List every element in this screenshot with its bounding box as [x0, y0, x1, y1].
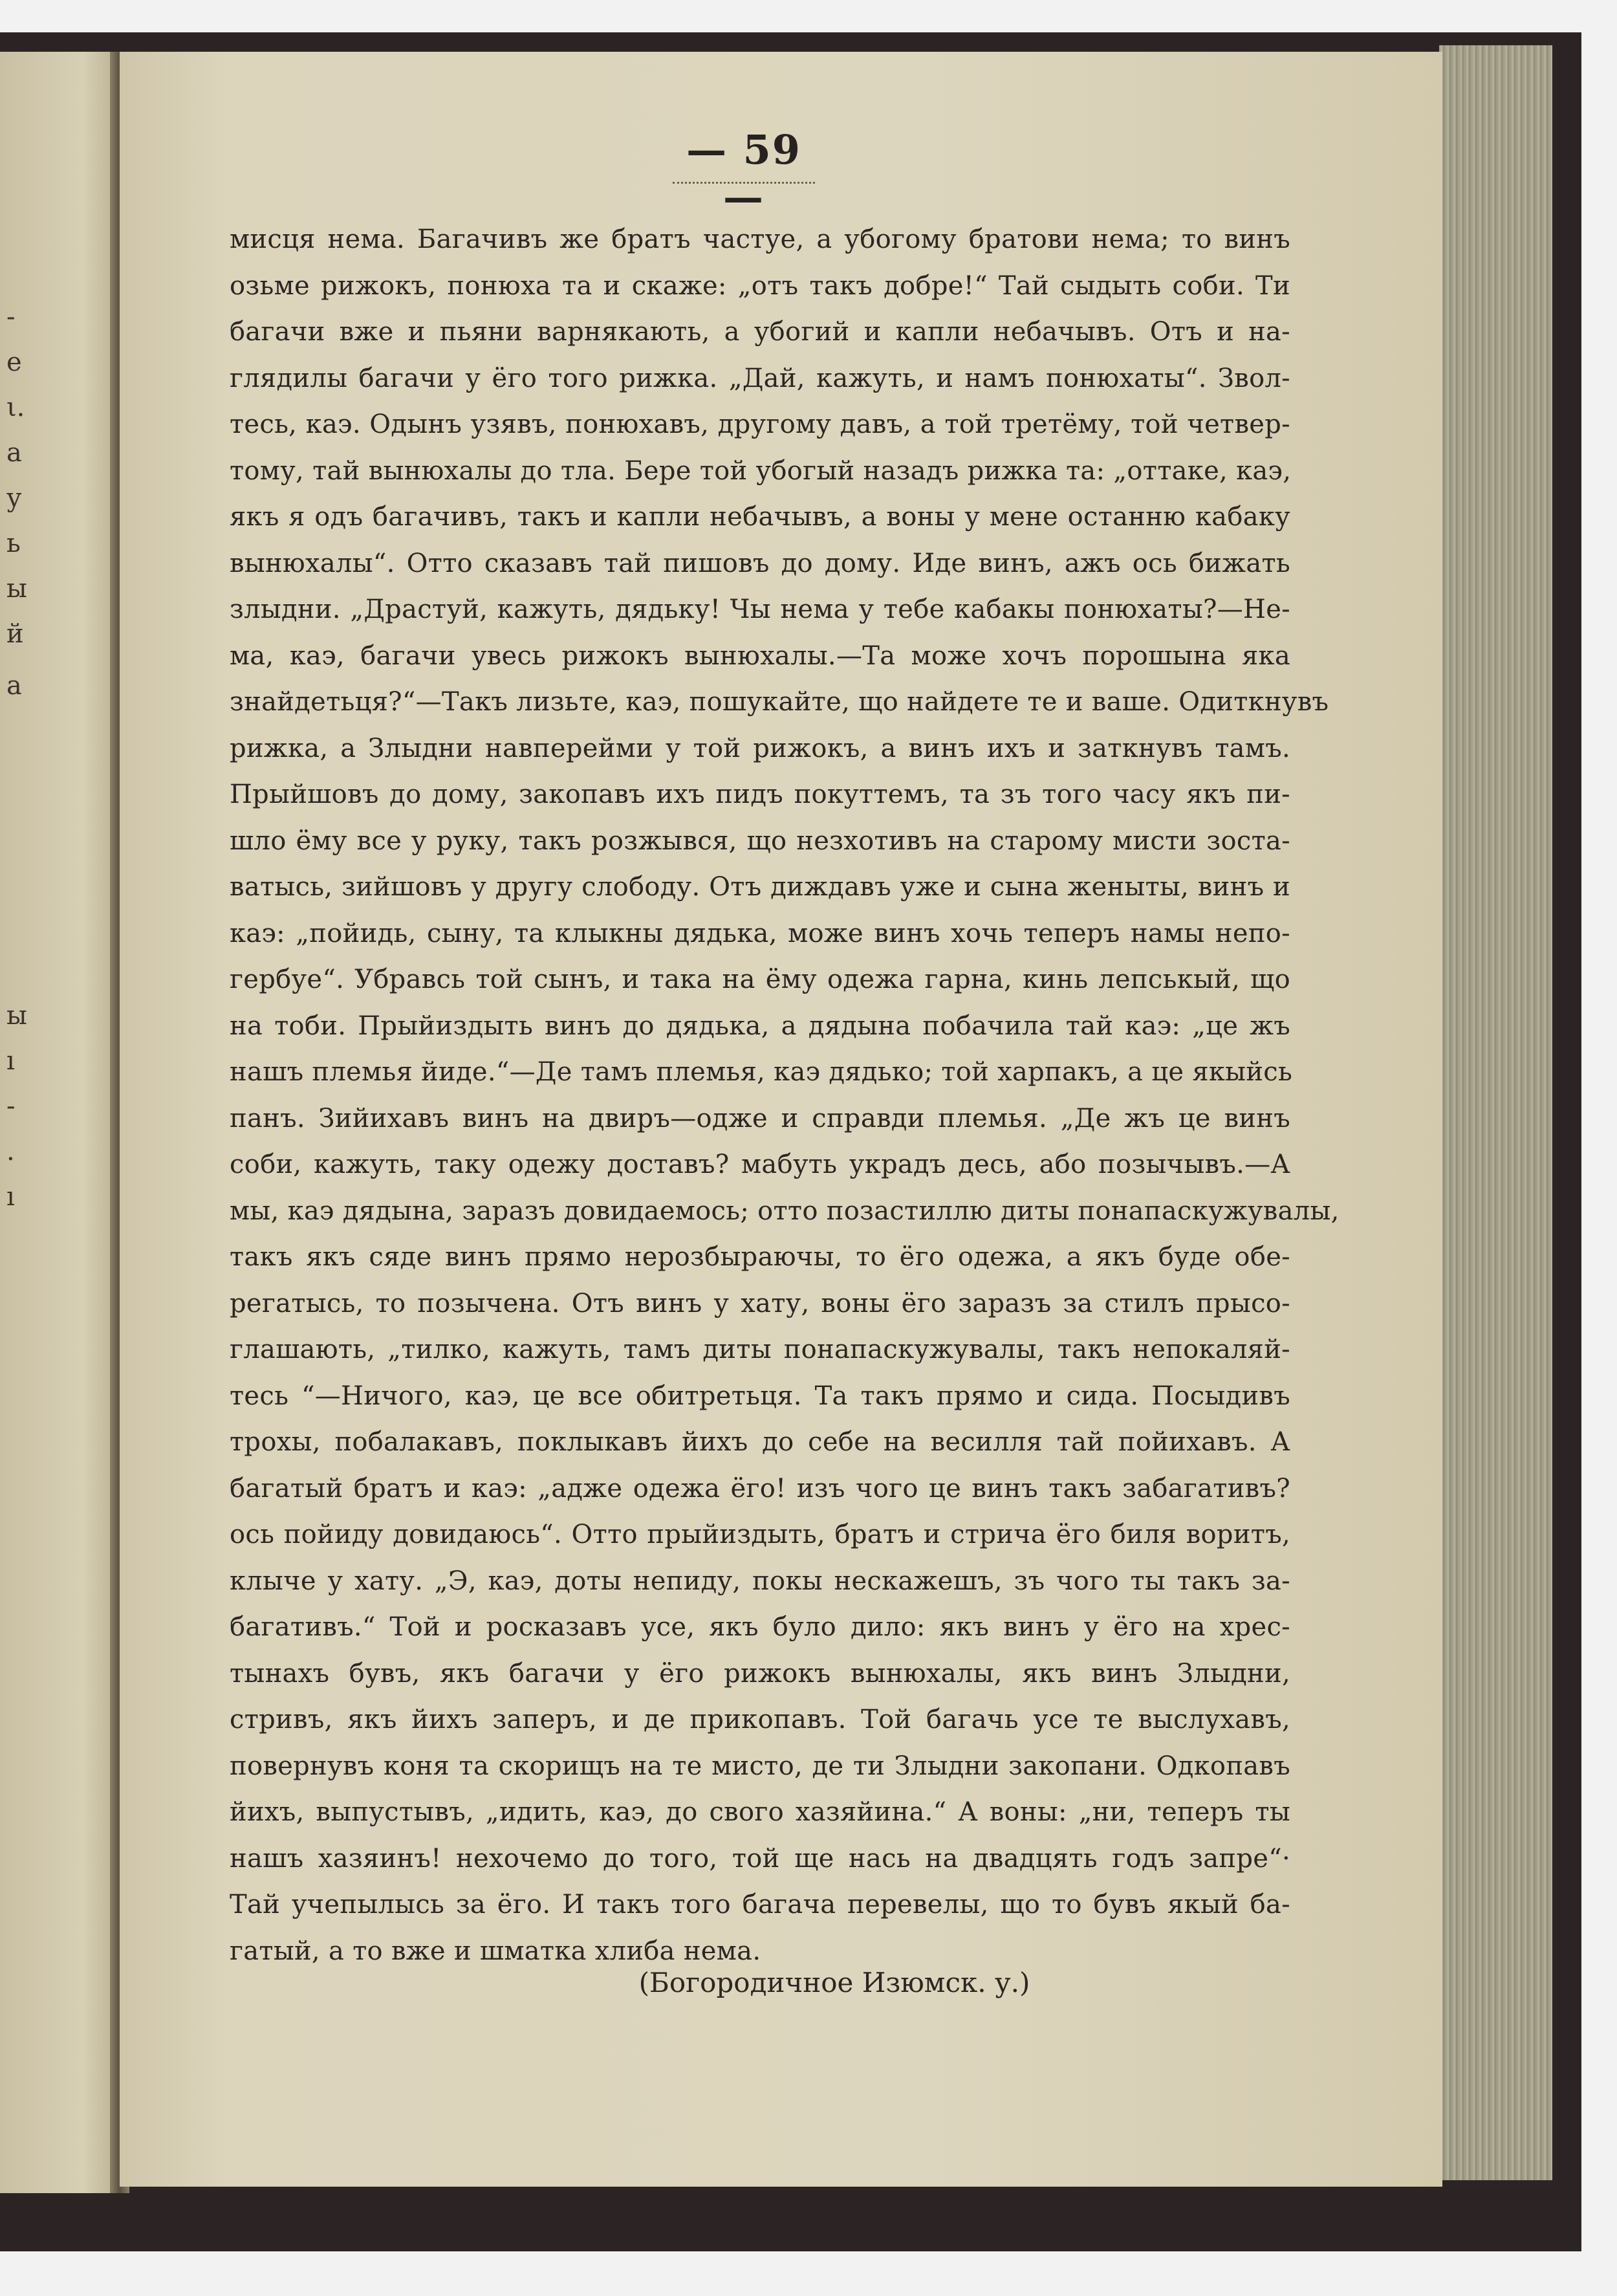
text-line: глядилы багачи у ёго того рижка. „Дай, кажуть, и намъ понюхаты“. Звол-: [230, 363, 1290, 393]
text-line: соби, кажуть, таку одежу доставъ? мабуть украдъ десь, або позычывъ.—А: [230, 1150, 1290, 1179]
page-number: — 59 —: [686, 126, 801, 221]
text-line: трохы, побалакавъ, поклыкавъ йихъ до себе на весилля тай пойихавъ. А: [230, 1427, 1290, 1457]
left-page-mark: -: [6, 1091, 16, 1121]
left-page-mark: ы: [6, 574, 27, 604]
text-line: рижка, а Злыдни навперейми у той рижокъ, а винъ ихъ и заткнувъ тамъ.: [230, 733, 1290, 763]
text-line: йихъ, выпустывъ, „идить, каэ, до свого хазяйина.“ А воны: „ни, теперъ ты: [230, 1797, 1290, 1827]
text-line: глашають, „тилко, кажуть, тамъ диты понапаскужувалы, такъ непокаляй-: [230, 1335, 1290, 1364]
text-line: тому, тай вынюхалы до тла. Бере той убогый назадъ рижка та: „оттаке, каэ,: [230, 455, 1292, 486]
text-line: якъ я одъ багачивъ, такъ и капли небачывъ, а воны у мене останню кабаку: [230, 502, 1290, 532]
left-page-mark: у: [6, 483, 22, 513]
text-line: панъ. Зийихавъ винъ на двиръ—одже и справди племья. „Де жъ це винъ: [230, 1103, 1290, 1133]
text-line: на тоби. Прыйиздыть винъ до дядька, а дядына побачила тай каэ: „це жъ: [230, 1011, 1290, 1041]
text-line: тынахъ бувъ, якъ багачи у ёго рижокъ вынюхалы, якъ винъ Злыдни,: [230, 1658, 1290, 1689]
text-line: регатысь, то позычена. Отъ винъ у хату, воны ёго заразъ за стилъ прысо-: [230, 1288, 1290, 1318]
text-line: багатый братъ и каэ: „адже одежа ёго! изъ чого це винъ такъ забагативъ?: [230, 1473, 1290, 1503]
text-line: мы, каэ дядына, заразъ довидаемось; отто позастиллю диты понапаскужувалы,: [230, 1196, 1340, 1226]
text-line: повернувъ коня та скорищъ на те мисто, де ти Злыдни закопани. Одкопавъ: [230, 1751, 1290, 1781]
text-line: шло ёму все у руку, такъ розжывся, що незхотивъ на старому мисти зоста-: [230, 825, 1290, 856]
left-page-mark: а: [6, 671, 22, 701]
page-edges: [1439, 45, 1552, 2180]
text-line: тесь “—Ничого, каэ, це все обитретьця. Та такъ прямо и сида. Посыдивъ: [230, 1381, 1290, 1411]
text-line: такъ якъ сяде винъ прямо нерозбыраючы, то ёго одежа, а якъ буде обе-: [230, 1242, 1290, 1272]
text-line: нашъ племья йиде.“—Де тамъ племья, каэ дядько; той харпакъ, а це якыйсь: [230, 1057, 1293, 1087]
text-line: озьме рижокъ, понюха та и скаже: „отъ такъ добре!“ Тай сыдыть соби. Ти: [230, 270, 1290, 301]
text-line: знайдетьця?“—Такъ лизьте, каэ, пошукайте, що найдете те и ваше. Одиткнувъ: [230, 687, 1329, 717]
text-line: Тай учепылысь за ёго. И такъ того багача перевелы, що то бувъ якый ба-: [230, 1890, 1290, 1919]
body-text: [230, 217, 1340, 1974]
left-page-mark: -: [6, 302, 16, 332]
text-line: ось пойиду довидаюсь“. Отто прыйиздыть, братъ и стрича ёго биля воритъ,: [230, 1520, 1290, 1549]
text-line: ватысь, зийшовъ у другу слободу. Отъ диждавъ уже и сына женыты, винъ и: [230, 872, 1290, 902]
text-line: клыче у хату. „Э, каэ, доты непиду, покы нескажешъ, зъ чого ты такъ за-: [230, 1566, 1290, 1596]
page-number-ornament: [673, 178, 815, 184]
text-line: багативъ.“ Той и росказавъ усе, якъ було дило: якъ винъ у ёго на хрес-: [230, 1612, 1290, 1642]
text-line: гербуе“. Убравсь той сынъ, и така на ёму одежа гарна, кинь лепськый, що: [230, 965, 1290, 994]
text-line: гатый, а то вже и шматка хлиба нема.: [230, 1936, 761, 1966]
text-line: каэ: „пойидь, сыну, та клыкны дядька, може винъ хочь теперъ намы непо-: [230, 918, 1290, 948]
text-line: стривъ, якъ йихъ заперъ, и де прикопавъ. Той багачь усе те выслухавъ,: [230, 1705, 1290, 1734]
text-line: багачи вже и пьяни варнякають, а убогий и капли небачывъ. Отъ и на-: [230, 317, 1290, 347]
left-page-mark: .: [6, 1137, 15, 1166]
source-attribution: (Богородичное Изюмск. у.): [638, 1967, 1030, 1998]
left-page-mark: а: [6, 438, 22, 468]
text-line: нашъ хазяинъ! нехочемо до того, той ще нась на двадцять годъ запре“·: [230, 1843, 1290, 1874]
left-page-mark: ь: [6, 529, 21, 558]
text-line: мисця нема. Багачивъ же братъ частуе, а убогому братови нема; то винъ: [230, 224, 1290, 254]
left-page-edge: [0, 52, 120, 2193]
left-page-mark: ы: [6, 1001, 27, 1031]
left-page-mark: ı: [6, 1046, 15, 1076]
text-line: злыдни. „Драстуй, кажуть, дядьку! Чы нема у тебе кабакы понюхаты?—Не-: [230, 595, 1290, 624]
text-line: Прыйшовъ до дому, закопавъ ихъ пидъ покуттемъ, та зъ того часу якъ пи-: [230, 780, 1290, 809]
text-line: тесь, каэ. Одынъ узявъ, понюхавъ, другому давъ, а той третёму, той четвер-: [230, 410, 1290, 439]
left-page-mark: й: [6, 619, 24, 649]
left-page-mark: е: [6, 347, 22, 377]
text-line: ма, каэ, багачи увесь рижокъ вынюхалы.—Та може хочъ порошына яка: [230, 640, 1290, 671]
left-page-mark: ı: [6, 1182, 15, 1212]
text-line: вынюхалы“. Отто сказавъ тай пишовъ до дому. Иде винъ, ажъ ось бижать: [230, 548, 1290, 578]
left-page-mark: ι.: [6, 393, 25, 422]
